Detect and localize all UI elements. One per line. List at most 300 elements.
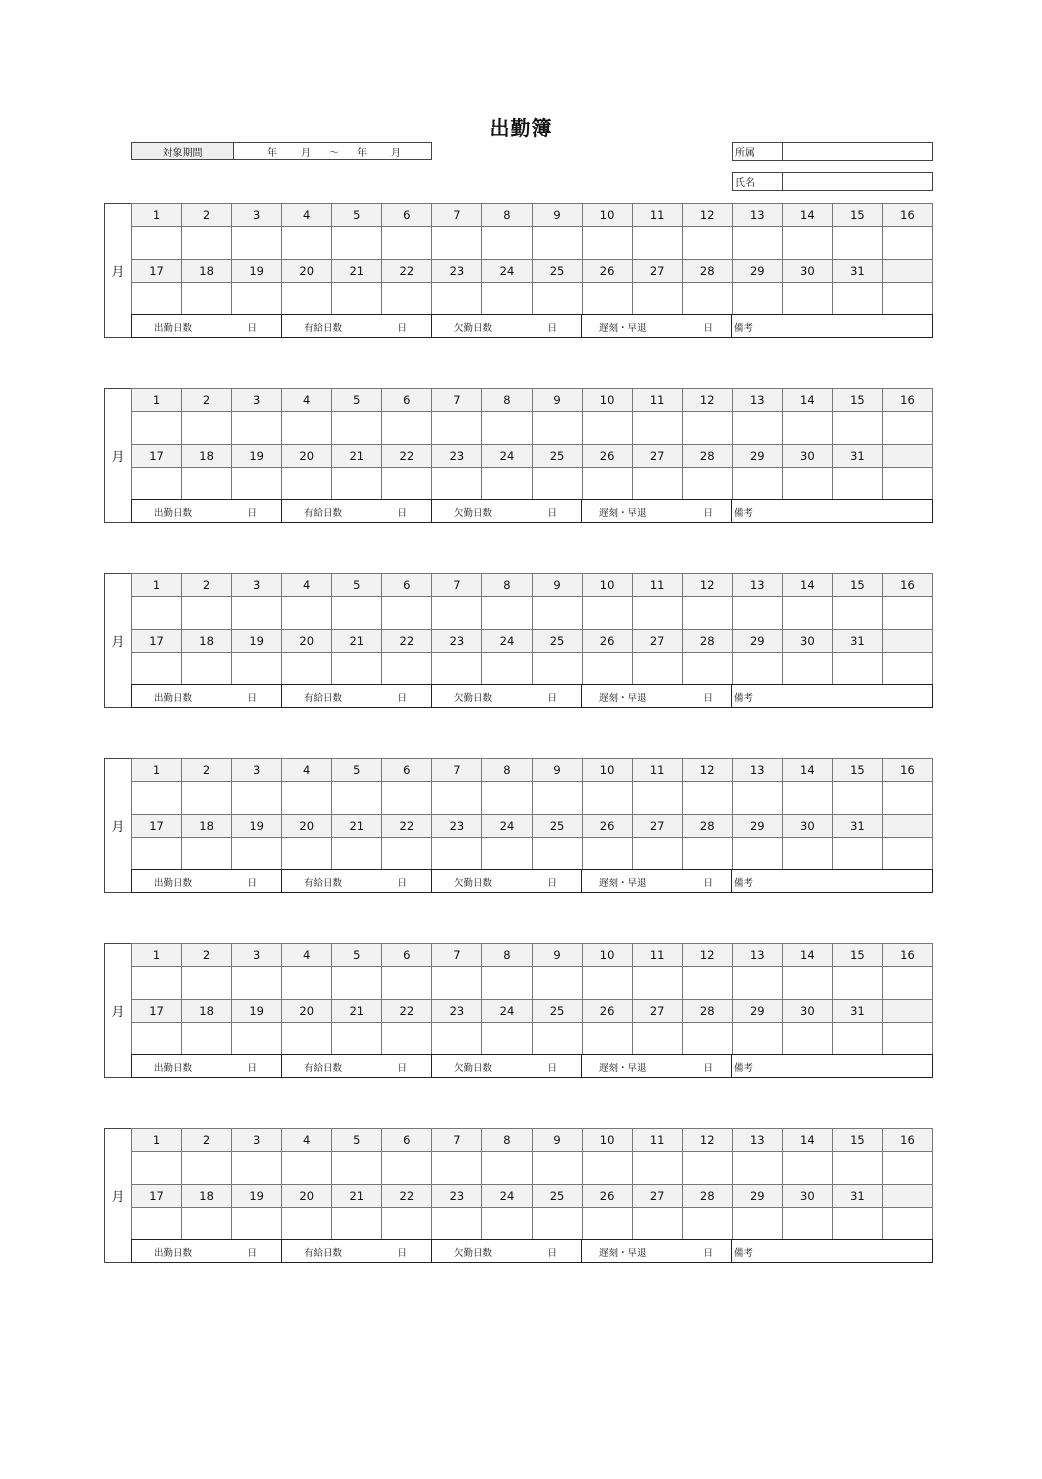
day-number: 4 <box>282 389 332 412</box>
day-entry-cell[interactable] <box>332 597 382 630</box>
remarks-cell[interactable] <box>732 315 932 337</box>
day-entry-cell[interactable] <box>732 1152 782 1185</box>
day-entry-cell[interactable] <box>682 653 732 686</box>
day-entry-cell[interactable] <box>632 1152 682 1185</box>
paid-leave-cell[interactable] <box>282 685 432 707</box>
day-entry-cell[interactable] <box>782 1023 832 1056</box>
day-entry-cell[interactable] <box>382 468 432 501</box>
day-entry-cell[interactable] <box>882 1208 932 1241</box>
day-entry-cell[interactable] <box>632 1023 682 1056</box>
month-label[interactable]: 月 <box>104 203 131 338</box>
day-entry-cell[interactable] <box>132 782 182 815</box>
day-entry-cell[interactable] <box>882 597 932 630</box>
day-entry-cell[interactable] <box>132 468 182 501</box>
day-entry-cell[interactable] <box>532 1023 582 1056</box>
day-entry-cell[interactable] <box>532 653 582 686</box>
day-entry-cell[interactable] <box>882 967 932 1000</box>
page-title: 出勤簿 <box>489 116 553 140</box>
day-number: 17 <box>132 1000 182 1023</box>
day-number: 12 <box>682 944 732 967</box>
period-field <box>131 142 432 160</box>
paid-leave-cell[interactable] <box>282 1240 432 1262</box>
day-entry-cell[interactable] <box>632 782 682 815</box>
summary-row <box>131 1239 933 1263</box>
day-unit-label: 日 <box>547 508 557 519</box>
day-entry-cell[interactable] <box>832 838 882 871</box>
day-entry-cell[interactable] <box>232 782 282 815</box>
day-entry-cell[interactable] <box>882 283 932 316</box>
day-entry-cell[interactable] <box>132 1208 182 1241</box>
work-days-cell[interactable] <box>132 500 282 522</box>
day-entry-cell[interactable] <box>582 597 632 630</box>
day-entry-cell[interactable] <box>482 838 532 871</box>
work-days-cell[interactable] <box>132 315 282 337</box>
day-number: 10 <box>582 389 632 412</box>
day-entry-cell[interactable] <box>532 597 582 630</box>
day-number: 25 <box>532 815 582 838</box>
day-entry-cell[interactable] <box>482 597 532 630</box>
day-number <box>882 1185 932 1208</box>
day-entry-cell[interactable] <box>482 227 532 260</box>
day-entry-cell[interactable] <box>782 782 832 815</box>
day-entry-cell[interactable] <box>182 468 232 501</box>
day-entry-cell[interactable] <box>732 283 782 316</box>
day-entry-cell[interactable] <box>182 1152 232 1185</box>
day-number: 24 <box>482 1000 532 1023</box>
work-days-label: 出勤日数 <box>154 878 193 889</box>
day-entry-cell[interactable] <box>382 653 432 686</box>
day-entry-cell[interactable] <box>782 1208 832 1241</box>
day-entry-cell[interactable] <box>832 1208 882 1241</box>
day-entry-cell[interactable] <box>132 653 182 686</box>
day-number: 6 <box>382 759 432 782</box>
day-entry-cell[interactable] <box>282 653 332 686</box>
day-number: 6 <box>382 1129 432 1152</box>
day-entry-cell[interactable] <box>382 283 432 316</box>
day-entry-cell[interactable] <box>132 838 182 871</box>
day-number: 18 <box>182 445 232 468</box>
day-number: 23 <box>432 260 482 283</box>
day-entry-cell[interactable] <box>282 227 332 260</box>
absent-days-cell[interactable] <box>432 1240 582 1262</box>
day-entry-cell[interactable] <box>882 1152 932 1185</box>
day-entry-cell[interactable] <box>532 782 582 815</box>
day-entry-cell[interactable] <box>232 468 282 501</box>
day-entry-cell[interactable] <box>432 227 482 260</box>
day-number: 26 <box>582 445 632 468</box>
day-entry-cell[interactable] <box>232 967 282 1000</box>
day-entry-cell[interactable] <box>182 283 232 316</box>
day-unit-label: 日 <box>547 323 557 334</box>
late-early-cell[interactable] <box>582 500 732 522</box>
day-unit-label: 日 <box>247 878 257 889</box>
day-unit-label: 日 <box>547 878 557 889</box>
day-number-row <box>132 1129 933 1152</box>
day-entry-cell[interactable] <box>832 597 882 630</box>
day-entry-cell[interactable] <box>332 838 382 871</box>
day-entry-cell[interactable] <box>332 1023 382 1056</box>
day-entry-cell[interactable] <box>182 782 232 815</box>
day-entry-cell[interactable] <box>782 227 832 260</box>
day-entry-cell[interactable] <box>682 468 732 501</box>
remarks-cell[interactable] <box>732 1055 932 1077</box>
month-label[interactable]: 月 <box>104 758 131 893</box>
work-days-cell[interactable] <box>132 685 282 707</box>
day-entry-cell[interactable] <box>282 1208 332 1241</box>
day-entry-cell[interactable] <box>482 782 532 815</box>
work-days-cell[interactable] <box>132 870 282 892</box>
absent-days-cell[interactable] <box>432 315 582 337</box>
day-number: 18 <box>182 260 232 283</box>
period-tilde: ～ <box>329 147 339 159</box>
day-entry-cell[interactable] <box>532 1208 582 1241</box>
day-entry-cell[interactable] <box>582 468 632 501</box>
day-unit-label: 日 <box>247 1063 257 1074</box>
day-entry-cell[interactable] <box>282 782 332 815</box>
late-early-cell[interactable] <box>582 315 732 337</box>
late-early-cell[interactable] <box>582 870 732 892</box>
day-entry-cell[interactable] <box>582 1152 632 1185</box>
day-entry-cell[interactable] <box>232 412 282 445</box>
day-entry-cell[interactable] <box>732 967 782 1000</box>
day-entry-cell[interactable] <box>132 227 182 260</box>
absent-days-cell[interactable] <box>432 1055 582 1077</box>
day-entry-cell[interactable] <box>782 838 832 871</box>
day-entry-cell[interactable] <box>182 227 232 260</box>
day-entry-cell[interactable] <box>732 597 782 630</box>
absent-days-label: 欠勤日数 <box>454 1248 493 1259</box>
day-entry-cell[interactable] <box>782 468 832 501</box>
day-entry-cell[interactable] <box>182 967 232 1000</box>
day-entry-cell[interactable] <box>382 1023 432 1056</box>
day-entry-cell[interactable] <box>882 653 932 686</box>
day-number: 14 <box>782 389 832 412</box>
day-entry-cell[interactable] <box>682 782 732 815</box>
day-entry-cell[interactable] <box>332 653 382 686</box>
day-entry-cell[interactable] <box>832 1023 882 1056</box>
day-entry-cell[interactable] <box>732 782 782 815</box>
paid-leave-cell[interactable] <box>282 870 432 892</box>
day-entry-cell[interactable] <box>432 412 482 445</box>
day-entry-cell[interactable] <box>682 227 732 260</box>
day-entry-cell[interactable] <box>832 1152 882 1185</box>
day-entry-cell[interactable] <box>832 283 882 316</box>
day-entry-cell[interactable] <box>482 653 532 686</box>
day-entry-cell[interactable] <box>532 838 582 871</box>
day-entry-cell[interactable] <box>632 468 682 501</box>
month-label[interactable]: 月 <box>104 573 131 708</box>
work-days-label: 出勤日数 <box>154 508 193 519</box>
day-entry-cell[interactable] <box>182 1208 232 1241</box>
day-entry-cell[interactable] <box>632 653 682 686</box>
day-entry-cell[interactable] <box>682 283 732 316</box>
day-entry-cell[interactable] <box>132 967 182 1000</box>
day-entry-cell[interactable] <box>632 967 682 1000</box>
day-entry-cell[interactable] <box>632 838 682 871</box>
day-number: 19 <box>232 630 282 653</box>
day-entry-cell[interactable] <box>782 653 832 686</box>
day-entry-cell[interactable] <box>882 412 932 445</box>
day-entry-cell[interactable] <box>882 838 932 871</box>
remarks-cell[interactable] <box>732 1240 932 1262</box>
period-label: 対象期間 <box>132 143 234 159</box>
day-entry-cell[interactable] <box>282 412 332 445</box>
day-entry-cell[interactable] <box>732 653 782 686</box>
day-entry-cell[interactable] <box>432 597 482 630</box>
attendance-grid <box>131 203 933 316</box>
day-entry-cell[interactable] <box>382 412 432 445</box>
day-entry-cell[interactable] <box>332 468 382 501</box>
day-entry-cell[interactable] <box>432 283 482 316</box>
day-number: 15 <box>832 574 882 597</box>
day-number: 7 <box>432 1129 482 1152</box>
day-entry-cell[interactable] <box>532 227 582 260</box>
day-entry-cell[interactable] <box>382 1208 432 1241</box>
day-number: 28 <box>682 1000 732 1023</box>
day-entry-cell[interactable] <box>232 283 282 316</box>
affiliation-label: 所属 <box>733 143 783 160</box>
day-entry-cell[interactable] <box>332 1208 382 1241</box>
day-entry-cell[interactable] <box>132 412 182 445</box>
day-entry-cell[interactable] <box>732 468 782 501</box>
day-entry-cell[interactable] <box>632 412 682 445</box>
day-number: 17 <box>132 260 182 283</box>
day-number: 16 <box>882 389 932 412</box>
absent-days-cell[interactable] <box>432 685 582 707</box>
day-entry-cell[interactable] <box>282 1152 332 1185</box>
day-number: 15 <box>832 944 882 967</box>
day-entry-cell[interactable] <box>882 468 932 501</box>
day-entry-cell[interactable] <box>532 283 582 316</box>
day-entry-cell[interactable] <box>382 782 432 815</box>
day-entry-cell[interactable] <box>382 227 432 260</box>
day-entry-cell[interactable] <box>532 1152 582 1185</box>
day-entry-cell[interactable] <box>332 283 382 316</box>
day-entry-cell[interactable] <box>682 967 732 1000</box>
day-entry-cell[interactable] <box>132 1023 182 1056</box>
paid-leave-cell[interactable] <box>282 315 432 337</box>
day-entry-cell[interactable] <box>832 468 882 501</box>
late-early-cell[interactable] <box>582 1240 732 1262</box>
day-entry-cell[interactable] <box>632 1208 682 1241</box>
day-number: 11 <box>632 574 682 597</box>
day-entry-cell[interactable] <box>432 838 482 871</box>
day-number: 6 <box>382 389 432 412</box>
day-entry-cell[interactable] <box>432 1208 482 1241</box>
absent-days-cell[interactable] <box>432 500 582 522</box>
day-entry-cell[interactable] <box>282 1023 332 1056</box>
day-entry-cell[interactable] <box>182 597 232 630</box>
day-number: 1 <box>132 759 182 782</box>
day-entry-row <box>132 782 933 815</box>
day-entry-cell[interactable] <box>332 782 382 815</box>
day-entry-cell[interactable] <box>332 412 382 445</box>
day-number: 27 <box>632 815 682 838</box>
day-entry-cell[interactable] <box>732 1023 782 1056</box>
day-number: 17 <box>132 445 182 468</box>
day-number: 25 <box>532 1000 582 1023</box>
day-entry-cell[interactable] <box>732 1208 782 1241</box>
day-entry-cell[interactable] <box>232 838 282 871</box>
day-entry-cell[interactable] <box>482 967 532 1000</box>
day-number: 22 <box>382 630 432 653</box>
late-early-cell[interactable] <box>582 685 732 707</box>
day-entry-cell[interactable] <box>432 653 482 686</box>
day-entry-cell[interactable] <box>182 838 232 871</box>
day-entry-cell[interactable] <box>732 838 782 871</box>
work-days-label: 出勤日数 <box>154 323 193 334</box>
late-early-cell[interactable] <box>582 1055 732 1077</box>
work-days-cell[interactable] <box>132 1055 282 1077</box>
day-entry-cell[interactable] <box>332 1152 382 1185</box>
day-entry-cell[interactable] <box>132 597 182 630</box>
day-entry-cell[interactable] <box>582 782 632 815</box>
day-entry-cell[interactable] <box>382 597 432 630</box>
day-entry-cell[interactable] <box>532 468 582 501</box>
day-entry-cell[interactable] <box>232 653 282 686</box>
day-entry-cell[interactable] <box>282 838 332 871</box>
day-entry-cell[interactable] <box>482 1208 532 1241</box>
day-number: 11 <box>632 759 682 782</box>
day-unit-label: 日 <box>547 1248 557 1259</box>
period-year2: 年 <box>357 147 367 159</box>
day-entry-cell[interactable] <box>582 412 632 445</box>
day-entry-cell[interactable] <box>232 1023 282 1056</box>
day-entry-cell[interactable] <box>882 227 932 260</box>
day-entry-cell[interactable] <box>282 597 332 630</box>
day-entry-cell[interactable] <box>782 283 832 316</box>
day-entry-cell[interactable] <box>682 838 732 871</box>
remarks-cell[interactable] <box>732 685 932 707</box>
attendance-grid <box>131 573 933 686</box>
day-entry-cell[interactable] <box>182 653 232 686</box>
day-entry-cell[interactable] <box>432 1152 482 1185</box>
month-label[interactable]: 月 <box>104 388 131 523</box>
day-entry-cell[interactable] <box>132 1152 182 1185</box>
day-entry-cell[interactable] <box>482 1023 532 1056</box>
day-number: 17 <box>132 1185 182 1208</box>
day-entry-cell[interactable] <box>632 227 682 260</box>
day-entry-row <box>132 1208 933 1241</box>
day-entry-cell[interactable] <box>432 782 482 815</box>
day-number: 5 <box>332 574 382 597</box>
paid-leave-cell[interactable] <box>282 1055 432 1077</box>
day-entry-cell[interactable] <box>782 967 832 1000</box>
work-days-cell[interactable] <box>132 1240 282 1262</box>
day-number: 1 <box>132 1129 182 1152</box>
day-number: 25 <box>532 630 582 653</box>
day-entry-cell[interactable] <box>482 412 532 445</box>
day-entry-cell[interactable] <box>682 1208 732 1241</box>
day-entry-cell[interactable] <box>132 283 182 316</box>
day-entry-cell[interactable] <box>582 838 632 871</box>
day-entry-cell[interactable] <box>732 412 782 445</box>
day-entry-cell[interactable] <box>532 412 582 445</box>
period-value[interactable] <box>234 143 431 159</box>
period-year1: 年 <box>267 147 277 159</box>
day-entry-cell[interactable] <box>182 412 232 445</box>
day-entry-cell[interactable] <box>582 653 632 686</box>
day-entry-cell[interactable] <box>782 412 832 445</box>
day-number: 28 <box>682 1185 732 1208</box>
day-number: 8 <box>482 204 532 227</box>
day-entry-cell[interactable] <box>782 1152 832 1185</box>
day-entry-cell[interactable] <box>682 1023 732 1056</box>
day-number: 22 <box>382 1185 432 1208</box>
day-entry-cell[interactable] <box>832 412 882 445</box>
day-entry-cell[interactable] <box>282 283 332 316</box>
day-entry-cell[interactable] <box>282 967 332 1000</box>
day-entry-cell[interactable] <box>382 1152 432 1185</box>
day-unit-label: 日 <box>397 693 407 704</box>
day-entry-cell[interactable] <box>832 227 882 260</box>
day-number: 31 <box>832 1185 882 1208</box>
day-number: 1 <box>132 944 182 967</box>
day-entry-cell[interactable] <box>182 1023 232 1056</box>
day-number: 4 <box>282 944 332 967</box>
month-label[interactable]: 月 <box>104 1128 131 1263</box>
day-entry-cell[interactable] <box>682 597 732 630</box>
day-entry-cell[interactable] <box>632 283 682 316</box>
day-entry-cell[interactable] <box>332 227 382 260</box>
day-entry-cell[interactable] <box>882 782 932 815</box>
remarks-label: 備考 <box>734 878 754 889</box>
month-block <box>104 203 933 338</box>
day-entry-cell[interactable] <box>332 967 382 1000</box>
day-entry-cell[interactable] <box>232 1208 282 1241</box>
day-number <box>882 1000 932 1023</box>
day-entry-cell[interactable] <box>682 1152 732 1185</box>
day-entry-cell[interactable] <box>582 227 632 260</box>
day-number: 20 <box>282 1000 332 1023</box>
affiliation-input[interactable] <box>783 143 932 160</box>
day-entry-cell[interactable] <box>282 468 332 501</box>
day-entry-cell[interactable] <box>832 782 882 815</box>
day-entry-cell[interactable] <box>232 227 282 260</box>
day-entry-cell[interactable] <box>582 1023 632 1056</box>
day-number: 29 <box>732 1185 782 1208</box>
day-entry-cell[interactable] <box>482 468 532 501</box>
day-entry-cell[interactable] <box>432 468 482 501</box>
day-entry-cell[interactable] <box>582 967 632 1000</box>
name-input[interactable] <box>783 173 932 190</box>
day-entry-cell[interactable] <box>232 597 282 630</box>
day-entry-cell[interactable] <box>832 653 882 686</box>
day-entry-cell[interactable] <box>482 1152 532 1185</box>
day-number: 24 <box>482 630 532 653</box>
day-entry-cell[interactable] <box>232 1152 282 1185</box>
day-entry-cell[interactable] <box>482 283 532 316</box>
day-entry-cell[interactable] <box>732 227 782 260</box>
absent-days-cell[interactable] <box>432 870 582 892</box>
day-entry-cell[interactable] <box>682 412 732 445</box>
remarks-cell[interactable] <box>732 870 932 892</box>
day-entry-cell[interactable] <box>782 597 832 630</box>
remarks-cell[interactable] <box>732 500 932 522</box>
day-entry-cell[interactable] <box>532 967 582 1000</box>
day-entry-cell[interactable] <box>432 1023 482 1056</box>
day-entry-cell[interactable] <box>632 597 682 630</box>
day-entry-cell[interactable] <box>582 1208 632 1241</box>
day-entry-cell[interactable] <box>832 967 882 1000</box>
day-entry-cell[interactable] <box>882 1023 932 1056</box>
day-entry-cell[interactable] <box>382 838 432 871</box>
day-entry-cell[interactable] <box>582 283 632 316</box>
day-entry-cell[interactable] <box>432 967 482 1000</box>
month-label[interactable]: 月 <box>104 943 131 1078</box>
day-entry-cell[interactable] <box>382 967 432 1000</box>
paid-leave-cell[interactable] <box>282 500 432 522</box>
